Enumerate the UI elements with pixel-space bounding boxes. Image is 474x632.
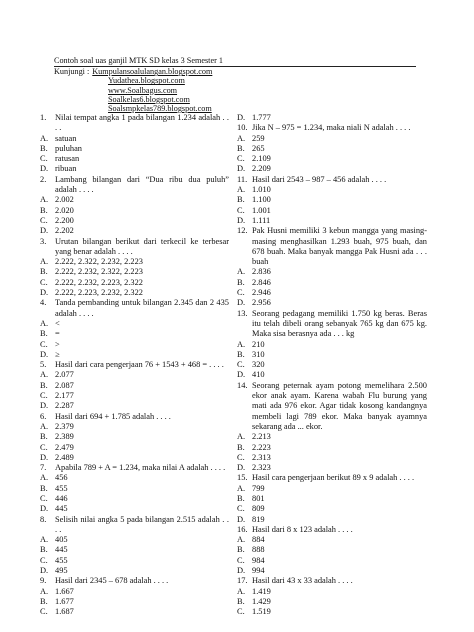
option-letter: C. xyxy=(237,452,245,462)
option-value: 2.846 xyxy=(252,277,271,287)
option-letter: B. xyxy=(40,380,48,390)
option-letter: C. xyxy=(237,288,245,298)
answer-option xyxy=(40,288,229,298)
option-value: = xyxy=(55,329,60,339)
answer-option xyxy=(237,267,427,277)
answer-option xyxy=(237,113,427,123)
question xyxy=(237,226,427,267)
answer-option xyxy=(40,432,229,442)
option-value: 2.313 xyxy=(252,452,271,462)
option-value: puluhan xyxy=(55,143,82,153)
question-text: Seorang peternak ayam potong memelihara 2.500 ekor anak ayam. Karena wabah Flu burung yang mati ada 976 ekor. Agar tidak kosong kandangnya membeli lagi 789 ekor. Maka banyak ayamnya sekarang ada ... ekor. xyxy=(252,380,427,431)
question-number: 16. xyxy=(237,524,248,534)
option-letter: C. xyxy=(237,607,245,617)
option-value: 1.001 xyxy=(252,205,271,215)
option-value: 2.213 xyxy=(252,432,271,442)
question-number: 8. xyxy=(40,514,47,524)
question-number: 1. xyxy=(40,113,47,122)
option-letter: D. xyxy=(237,298,246,308)
option-letter: D. xyxy=(40,452,49,462)
option-value: 445 xyxy=(55,545,68,555)
question xyxy=(237,381,427,432)
option-value: 2.222, 2.223, 2.232, 2.322 xyxy=(55,288,143,298)
answer-option xyxy=(40,545,229,555)
question xyxy=(40,412,229,422)
answer-option xyxy=(40,453,229,463)
answer-option xyxy=(40,556,229,566)
option-value: 455 xyxy=(55,483,68,493)
option-letter: B. xyxy=(237,493,245,503)
option-letter: C. xyxy=(40,607,48,617)
answer-option xyxy=(40,443,229,453)
question-text: Pak Husni memiliki 3 kebun mangga yang masing-masing menghasilkan 1.293 buah, 975 buah, dan 678 buah. Maka banyak mangga Pak Husni ada . . . buah xyxy=(252,226,427,267)
answer-option xyxy=(40,134,229,144)
left-question-column xyxy=(40,113,229,618)
option-letter: B. xyxy=(237,442,245,452)
question-number: 17. xyxy=(237,576,248,586)
option-letter: B. xyxy=(237,545,245,555)
option-letter: B. xyxy=(40,545,48,555)
option-letter: D. xyxy=(237,164,246,174)
option-value: 446 xyxy=(55,493,68,503)
answer-option xyxy=(237,607,427,617)
option-value: 2.200 xyxy=(55,215,74,225)
option-value: 799 xyxy=(252,483,265,493)
answer-option xyxy=(40,164,229,174)
question xyxy=(237,473,427,483)
option-value: > xyxy=(55,339,60,349)
question xyxy=(40,237,229,258)
option-letter: D. xyxy=(40,226,49,236)
answer-option xyxy=(40,566,229,576)
option-value: 456 xyxy=(55,473,68,483)
answer-option xyxy=(40,473,229,483)
option-value: ≥ xyxy=(55,349,60,359)
answer-option xyxy=(237,545,427,555)
answer-option xyxy=(237,185,427,195)
option-value: 1.010 xyxy=(252,185,271,195)
option-value: 2.389 xyxy=(55,432,74,442)
question-number: 13. xyxy=(237,308,248,318)
answer-option xyxy=(40,401,229,411)
option-value: 1.100 xyxy=(252,195,271,205)
answer-option xyxy=(40,257,229,267)
option-value: 2.222, 2.322, 2.232, 2.223 xyxy=(55,257,143,267)
answer-option xyxy=(237,340,427,350)
question-text: Hasil dari 694 + 1.785 adalah . . . . xyxy=(55,411,171,421)
option-letter: A. xyxy=(40,421,49,431)
option-letter: D. xyxy=(40,349,49,359)
question-number: 11. xyxy=(237,174,248,184)
option-letter: A. xyxy=(40,318,49,328)
option-letter: C. xyxy=(40,339,48,349)
right-question-column xyxy=(237,113,427,618)
blog-link[interactable]: Soalsmpkelas789.blogspot.com xyxy=(108,104,212,114)
answer-option xyxy=(237,597,427,607)
question-number: 7. xyxy=(40,463,47,473)
answer-option xyxy=(237,206,427,216)
option-letter: A. xyxy=(237,339,246,349)
option-value: 310 xyxy=(252,349,265,359)
question xyxy=(40,113,229,134)
question-number: 2. xyxy=(40,174,47,184)
option-value: 1.677 xyxy=(55,596,74,606)
option-letter: B. xyxy=(40,143,48,153)
option-value: ratusan xyxy=(55,154,80,164)
answer-option xyxy=(237,154,427,164)
option-letter: A. xyxy=(40,586,49,596)
option-letter: A. xyxy=(40,133,49,143)
option-letter: B. xyxy=(40,205,48,215)
answer-option xyxy=(40,607,229,617)
option-letter: C. xyxy=(237,504,245,514)
answer-option xyxy=(237,350,427,360)
answer-option xyxy=(40,381,229,391)
option-letter: A. xyxy=(237,535,246,545)
question-text: Seorang pedagang memiliki 1.750 kg beras. Beras itu telah dibeli orang sebanyak 765 kg dan 675 kg. Maka sisa berasnya ada . . . kg xyxy=(252,308,427,339)
option-value: 2.223 xyxy=(252,442,271,452)
option-value: 2.479 xyxy=(55,442,74,452)
answer-option xyxy=(40,422,229,432)
answer-option xyxy=(237,504,427,514)
question-number: 5. xyxy=(40,360,47,370)
option-value: 1.429 xyxy=(252,596,271,606)
blog-link[interactable]: Kumpulansoalulangan.blogspot.com xyxy=(92,67,213,77)
option-value: 888 xyxy=(252,545,265,555)
question xyxy=(40,175,229,196)
question-text: Hasil dari cara pengerjaan 76 + 1543 + 468 = . . . . xyxy=(55,360,224,370)
answer-option xyxy=(40,267,229,277)
answer-option xyxy=(40,226,229,236)
option-value: 984 xyxy=(252,555,265,565)
blog-links-list xyxy=(108,76,416,113)
answer-option xyxy=(237,443,427,453)
option-value: satuan xyxy=(55,133,77,143)
option-value: 2.077 xyxy=(55,370,74,380)
question-number: 10. xyxy=(237,123,248,133)
option-value: 2.222, 2.232, 2.322, 2.223 xyxy=(55,267,143,277)
option-letter: C. xyxy=(237,555,245,565)
option-letter: D. xyxy=(237,566,246,576)
option-value: 801 xyxy=(252,493,265,503)
option-letter: C. xyxy=(40,154,48,164)
option-letter: A. xyxy=(237,267,246,277)
option-letter: B. xyxy=(237,143,245,153)
option-letter: A. xyxy=(237,133,246,143)
question xyxy=(40,298,229,319)
answer-option xyxy=(237,432,427,442)
answer-option xyxy=(237,463,427,473)
answer-option xyxy=(237,144,427,154)
option-letter: A. xyxy=(40,370,49,380)
question xyxy=(237,576,427,586)
option-letter: B. xyxy=(237,277,245,287)
option-value: 2.956 xyxy=(252,298,271,308)
question xyxy=(40,576,229,586)
answer-option xyxy=(40,319,229,329)
answer-option xyxy=(40,484,229,494)
option-letter: C. xyxy=(237,360,245,370)
option-value: 455 xyxy=(55,555,68,565)
answer-option xyxy=(40,154,229,164)
question-text: Hasil dari 8 x 123 adalah . . . . xyxy=(252,524,353,534)
answer-option xyxy=(237,134,427,144)
answer-option xyxy=(40,195,229,205)
option-value: ribuan xyxy=(55,164,77,174)
option-letter: A. xyxy=(40,195,49,205)
option-value: 2.020 xyxy=(55,205,74,215)
option-letter: C. xyxy=(40,215,48,225)
option-letter: B. xyxy=(40,267,48,277)
option-value: 410 xyxy=(252,370,265,380)
question-text: Selisih nilai angka 5 pada bilangan 2.515 adalah . . . . xyxy=(55,514,229,534)
option-value: 495 xyxy=(55,566,68,576)
answer-option xyxy=(40,494,229,504)
question-text: Lambang bilangan dari “Dua ribu dua puluh” adalah . . . . xyxy=(55,174,229,195)
question-text: Jika N – 975 = 1.234, maka niali N adalah . . . . xyxy=(252,123,411,133)
question-text: Urutan bilangan berikut dari terkecil ke terbesar yang benar adalah . . . . xyxy=(55,236,229,256)
answer-option xyxy=(237,360,427,370)
answer-option xyxy=(237,164,427,174)
answer-option xyxy=(40,535,229,545)
option-value: 210 xyxy=(252,339,265,349)
question-text: Hasil dari 2345 – 678 adalah . . . . xyxy=(55,576,169,586)
question-number: 12. xyxy=(237,226,248,236)
question-text: Hasil cara pengerjaan berikut 89 x 9 adalah . . . . xyxy=(252,473,415,483)
option-value: 994 xyxy=(252,566,265,576)
answer-option xyxy=(237,288,427,298)
option-value: 2.836 xyxy=(252,267,271,277)
option-letter: B. xyxy=(40,596,48,606)
question xyxy=(40,463,229,473)
option-value: 1.111 xyxy=(252,215,271,225)
question xyxy=(237,123,427,133)
option-letter: D. xyxy=(40,504,49,514)
question xyxy=(237,309,427,340)
question xyxy=(40,360,229,370)
option-value: < xyxy=(55,318,60,328)
option-letter: D. xyxy=(237,514,246,524)
answer-option xyxy=(237,484,427,494)
option-letter: D. xyxy=(237,113,246,122)
option-value: 2.287 xyxy=(55,401,74,411)
option-letter: D. xyxy=(237,370,246,380)
option-letter: D. xyxy=(40,401,49,411)
option-value: 1.519 xyxy=(252,607,271,617)
option-value: 2.222, 2.232, 2.223, 2.322 xyxy=(55,277,143,287)
option-value: 2.177 xyxy=(55,391,74,401)
question-number: 3. xyxy=(40,236,47,246)
option-letter: B. xyxy=(237,596,245,606)
question xyxy=(237,525,427,535)
answer-option xyxy=(40,504,229,514)
option-letter: D. xyxy=(40,566,49,576)
question-number: 4. xyxy=(40,298,47,308)
option-value: 2.209 xyxy=(252,164,271,174)
option-value: 2.323 xyxy=(252,463,271,473)
option-value: 2.379 xyxy=(55,421,74,431)
answer-option xyxy=(237,216,427,226)
kunjungi-label: Kunjungi : xyxy=(54,67,90,77)
answer-option xyxy=(237,566,427,576)
answer-option xyxy=(40,597,229,607)
option-value: 320 xyxy=(252,360,265,370)
option-value: 2.946 xyxy=(252,288,271,298)
question-text: Nilai tempat angka 1 pada bilangan 1.234 adalah . . . . xyxy=(55,113,229,133)
option-value: 2.002 xyxy=(55,195,74,205)
option-letter: B. xyxy=(237,195,245,205)
option-letter: B. xyxy=(40,483,48,493)
answer-option xyxy=(40,587,229,597)
answer-option xyxy=(40,278,229,288)
option-letter: C. xyxy=(237,154,245,164)
option-value: 2.202 xyxy=(55,226,74,236)
question-text: Apabila 789 + A = 1.234, maka nilai A adalah . . . . xyxy=(55,463,226,473)
answer-option xyxy=(40,370,229,380)
option-letter: B. xyxy=(237,349,245,359)
answer-option xyxy=(237,515,427,525)
answer-option xyxy=(237,587,427,597)
option-letter: C. xyxy=(40,277,48,287)
option-letter: A. xyxy=(40,473,49,483)
links-row xyxy=(54,67,416,76)
option-value: 265 xyxy=(252,143,265,153)
question xyxy=(237,175,427,185)
option-value: 2.489 xyxy=(55,452,74,462)
option-letter: A. xyxy=(237,586,246,596)
option-letter: A. xyxy=(40,535,49,545)
answer-option xyxy=(40,206,229,216)
option-letter: B. xyxy=(40,329,48,339)
answer-option xyxy=(40,216,229,226)
option-letter: C. xyxy=(237,205,245,215)
blog-link[interactable]: Yudathea.blogspot.com xyxy=(108,76,185,86)
answer-option xyxy=(237,278,427,288)
document-header xyxy=(54,56,416,113)
option-value: 405 xyxy=(55,535,68,545)
option-value: 884 xyxy=(252,535,265,545)
answer-option xyxy=(237,494,427,504)
option-letter: A. xyxy=(237,185,246,195)
answer-option xyxy=(40,340,229,350)
question-text: Hasil dari 43 x 33 adalah . . . . xyxy=(252,576,353,586)
option-letter: C. xyxy=(40,391,48,401)
answer-option xyxy=(40,144,229,154)
option-letter: D. xyxy=(237,463,246,473)
option-value: 259 xyxy=(252,133,265,143)
option-value: 445 xyxy=(55,504,68,514)
answer-option xyxy=(237,535,427,545)
option-letter: C. xyxy=(40,493,48,503)
answer-option xyxy=(40,391,229,401)
option-letter: D. xyxy=(40,288,49,298)
option-letter: B. xyxy=(40,432,48,442)
blog-link[interactable]: Soalkelas6.blogspot.com xyxy=(108,94,190,104)
question-text: Hasil dari 2543 – 987 – 456 adalah . . . . xyxy=(252,174,387,184)
option-letter: A. xyxy=(237,483,246,493)
option-value: 2.109 xyxy=(252,154,271,164)
option-value: 1.667 xyxy=(55,586,74,596)
document-title: Contoh soal uas ganjil MTK SD kelas 3 Semester 1 xyxy=(54,56,416,67)
question-text: Tanda pembanding untuk bilangan 2.345 dan 2 435 adalah . . . . xyxy=(55,298,229,318)
answer-option xyxy=(40,329,229,339)
question-number: 15. xyxy=(237,473,248,483)
answer-option xyxy=(237,370,427,380)
answer-option xyxy=(237,298,427,308)
answer-option xyxy=(40,350,229,360)
answer-option xyxy=(237,195,427,205)
question-number: 6. xyxy=(40,411,47,421)
option-value: 2.087 xyxy=(55,380,74,390)
option-letter: A. xyxy=(40,257,49,267)
option-letter: C. xyxy=(40,442,48,452)
blog-link[interactable]: www.Soalbagus.com xyxy=(108,85,178,95)
option-value: 809 xyxy=(252,504,265,514)
option-value: 819 xyxy=(252,514,265,524)
answer-option xyxy=(237,556,427,566)
option-letter: A. xyxy=(237,432,246,442)
question-number: 14. xyxy=(237,380,248,390)
option-letter: D. xyxy=(237,215,246,225)
option-value: 1.419 xyxy=(252,586,271,596)
option-letter: D. xyxy=(40,164,49,174)
question-number: 9. xyxy=(40,576,47,586)
option-letter: C. xyxy=(40,555,48,565)
question xyxy=(40,515,229,536)
option-value: 1.687 xyxy=(55,607,74,617)
answer-option xyxy=(237,453,427,463)
option-value: 1.777 xyxy=(252,113,271,122)
